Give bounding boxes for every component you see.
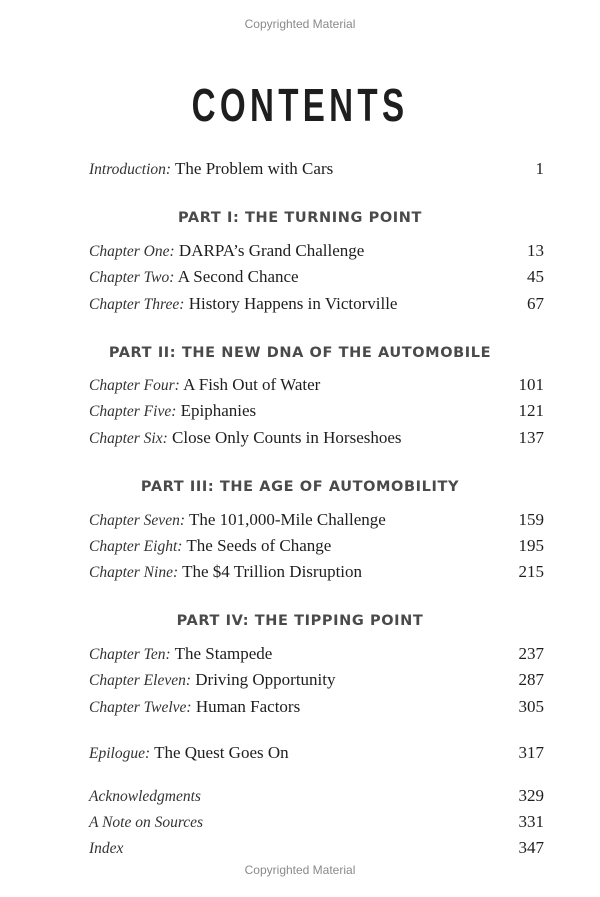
entry-label: Chapter Nine: bbox=[89, 564, 179, 581]
entry-label: Chapter Four: bbox=[89, 377, 180, 394]
part-heading[interactable]: PART II: THE NEW DNA OF THE AUTOMOBILE bbox=[108, 345, 492, 361]
toc-entry[interactable] bbox=[89, 266, 544, 288]
entry-title: The 101,000-Mile Challenge bbox=[188, 510, 386, 529]
entry-title: A Fish Out of Water bbox=[183, 375, 321, 394]
toc-entry[interactable] bbox=[89, 696, 544, 718]
entry-label: Introduction: bbox=[89, 161, 172, 178]
entry-label: A Note on Sources bbox=[89, 814, 204, 831]
toc-entry[interactable] bbox=[89, 374, 544, 396]
entry-label: Chapter Five: bbox=[89, 403, 177, 420]
entry-label: Chapter Eleven: bbox=[89, 672, 192, 689]
entry-label: Chapter Eight: bbox=[89, 538, 183, 555]
entry-title: A Second Chance bbox=[177, 267, 299, 286]
toc-entry[interactable] bbox=[89, 240, 544, 262]
entry-title: The Seeds of Change bbox=[186, 536, 332, 555]
toc-entry[interactable] bbox=[89, 561, 544, 583]
entry-title: The Stampede bbox=[174, 644, 273, 663]
toc-entry[interactable] bbox=[89, 509, 544, 531]
entry-title: History Happens in Victorville bbox=[188, 294, 398, 313]
toc-entry[interactable] bbox=[89, 811, 544, 833]
toc-entry[interactable] bbox=[89, 535, 544, 557]
part-heading[interactable]: PART IV: THE TIPPING POINT bbox=[176, 613, 424, 629]
part-heading[interactable]: PART III: THE AGE OF AUTOMOBILITY bbox=[140, 479, 460, 495]
entry-label: Chapter Seven: bbox=[89, 512, 185, 529]
page-number: 45 bbox=[527, 267, 544, 286]
toc-entry[interactable] bbox=[89, 293, 544, 315]
page-number: 137 bbox=[518, 428, 544, 447]
toc-entry[interactable] bbox=[89, 669, 544, 691]
page-number: 331 bbox=[518, 812, 544, 831]
page-number: 237 bbox=[518, 644, 544, 663]
entry-title: The Problem with Cars bbox=[175, 159, 334, 178]
toc-entry[interactable] bbox=[89, 400, 544, 422]
toc-entry[interactable] bbox=[89, 158, 544, 180]
entry-title: DARPA’s Grand Challenge bbox=[178, 241, 365, 260]
entry-title: Close Only Counts in Horseshoes bbox=[172, 428, 402, 447]
page-title: CONTENTS bbox=[191, 79, 409, 131]
page-number: 317 bbox=[518, 743, 544, 762]
page-number: 287 bbox=[518, 670, 544, 689]
page-number: 159 bbox=[518, 510, 544, 529]
page-number: 347 bbox=[518, 838, 544, 857]
entry-label: Index bbox=[89, 840, 124, 857]
toc-entry[interactable] bbox=[89, 837, 544, 859]
entry-label: Chapter Two: bbox=[89, 269, 175, 286]
entry-label: Chapter Twelve: bbox=[89, 699, 192, 716]
entry-title: Driving Opportunity bbox=[195, 670, 336, 689]
entry-label: Chapter Ten: bbox=[89, 646, 171, 663]
page-number: 329 bbox=[518, 786, 544, 805]
toc-entry[interactable] bbox=[89, 742, 544, 764]
entry-label: Chapter One: bbox=[89, 243, 175, 260]
toc-entry[interactable] bbox=[89, 643, 544, 665]
entry-label: Acknowledgments bbox=[89, 788, 201, 805]
watermark-bottom: Copyrighted Material bbox=[244, 863, 356, 877]
entry-label: Chapter Six: bbox=[89, 430, 168, 447]
entry-label: Chapter Three: bbox=[89, 296, 185, 313]
page-number: 195 bbox=[518, 536, 544, 555]
entry-title: Epiphanies bbox=[180, 401, 257, 420]
entry-title: Human Factors bbox=[195, 697, 301, 716]
toc-entry[interactable] bbox=[89, 785, 544, 807]
page-number: 121 bbox=[518, 401, 544, 420]
page-number: 67 bbox=[527, 294, 544, 313]
toc-entry[interactable] bbox=[89, 427, 544, 449]
page-number: 13 bbox=[527, 241, 544, 260]
watermark-top: Copyrighted Material bbox=[244, 17, 356, 31]
page-number: 215 bbox=[518, 562, 544, 581]
page-number: 305 bbox=[518, 697, 544, 716]
page-number: 101 bbox=[518, 375, 544, 394]
entry-label: Epilogue: bbox=[89, 745, 151, 762]
page-number: 1 bbox=[535, 159, 544, 178]
entry-title: The $4 Trillion Disruption bbox=[182, 562, 363, 581]
part-heading[interactable]: PART I: THE TURNING POINT bbox=[177, 210, 422, 226]
entry-title: The Quest Goes On bbox=[154, 743, 289, 762]
